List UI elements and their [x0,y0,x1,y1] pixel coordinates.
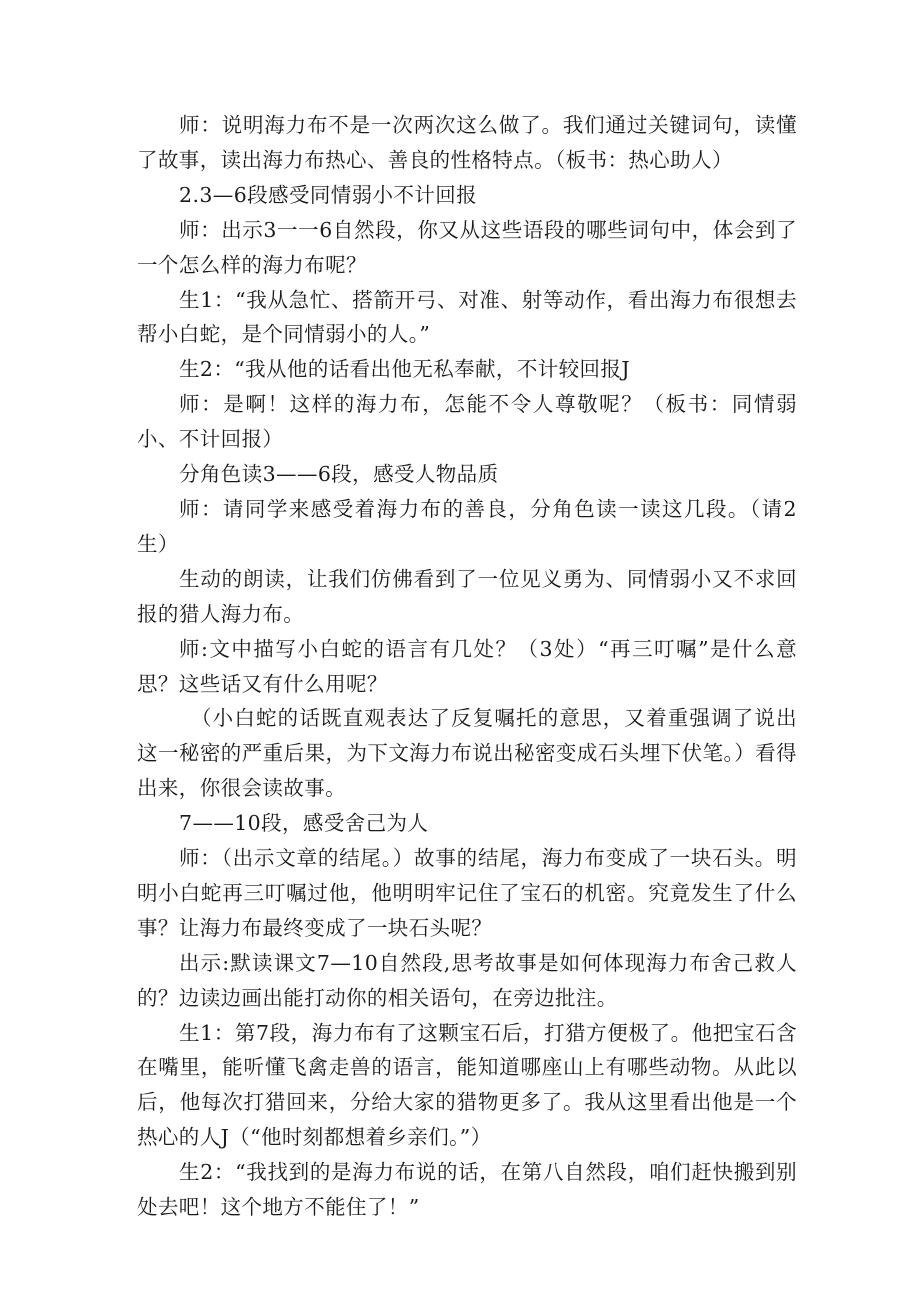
paragraph-student-1-answer: 生1：“我从急忙、搭箭开弓、对准、射等动作，看出海力布很想去帮小白蛇，是个同情弱小的人。” [137,287,797,347]
paragraph-teacher-summary: 师：说明海力布不是一次两次这么做了。我们通过关键词句，读懂了故事，读出海力布热心、善良的性格特点。（板书：热心助人） [137,113,797,172]
section-heading-7-10: 7——10段，感受舍己为人 [179,811,429,836]
paragraph-snake-language-explanation: （小白蛇的话既直观表达了反复嘱托的意思，又着重强调了说出这一秘密的严重后果，为下文海力布说出秘密变成石头埋下伏笔。）看得出来，你很会读故事。 [137,706,797,801]
paragraph-student-2-paragraph-8: 生2：“我找到的是海力布说的话，在第八自然段，咱们赶快搬到别处去吧！这个地方不能住了！” [137,1160,797,1220]
section-heading-role-reading: 分角色读3——6段，感受人物品质 [179,462,499,487]
paragraph-teacher-question-3-6: 师：出示3一一6自然段，你又从这些语段的哪些词句中，体会到了一个怎么样的海力布呢？ [137,217,797,277]
paragraph-student-2-answer: 生2：“我从他的话看出他无私奉献，不计较回报J [179,357,630,382]
paragraph-reading-comment: 生动的朗读，让我们仿佛看到了一位见义勇为、同情弱小又不求回报的猎人海力布。 [137,566,797,626]
document-body [137,108,797,1225]
paragraph-teacher-role-reading: 师：请同学来感受着海力布的善良，分角色读一读这几段。（请2生） [137,496,797,556]
paragraph-teacher-snake-language: 师:文中描写小白蛇的语言有几处？（3处）“再三叮嘱”是什么意思？这些话又有什么用呢？ [137,636,797,696]
paragraph-silent-reading-task: 出示:默读课文7—10自然段,思考故事是如何体现海力布舍己救人的？边读边画出能打动你的相关语句，在旁边批注。 [137,950,797,1010]
paragraph-teacher-ending: 师：（出示文章的结尾。）故事的结尾，海力布变成了一块石头。明明小白蛇再三叮嘱过他，他明明牢记住了宝石的机密。究竟发生了什么事？让海力布最终变成了一块石头呢？ [137,846,797,940]
paragraph-teacher-response: 师：是啊！这样的海力布，怎能不令人尊敬呢？（板书：同情弱小、不计回报） [137,392,797,452]
paragraph-student-1-paragraph-7: 生1：第7段，海力布有了这颗宝石后，打猎方便极了。他把宝石含在嘴里，能听懂飞禽走兽的语言，能知道哪座山上有哪些动物。从此以后，他每次打猎回来，分给大家的猎物更多了。我从这里看出他是一个热心的人J（“他时刻都想着乡亲们。”） [137,1020,797,1150]
section-heading-3-6: 2.3—6段感受同情弱小不计回报 [179,182,478,207]
